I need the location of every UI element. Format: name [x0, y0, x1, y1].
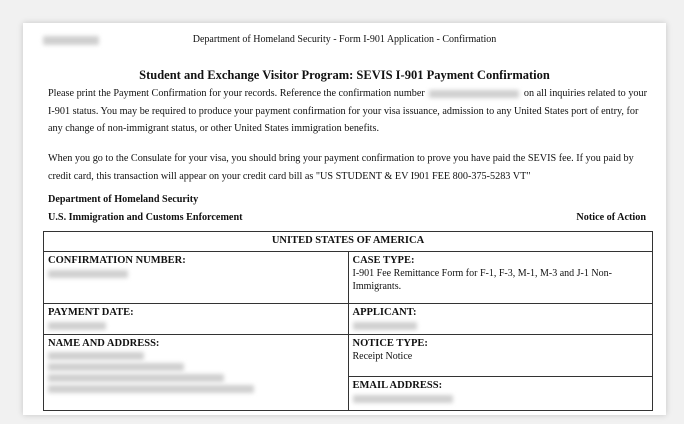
- redacted-payment-date: [48, 322, 106, 330]
- confirmation-document: [23, 23, 666, 415]
- redacted-email: [353, 395, 453, 403]
- confirmation-number-label: CONFIRMATION NUMBER:: [48, 255, 186, 266]
- document-title: Student and Exchange Visitor Program: SEVIS I-901 Payment Confirmation: [139, 68, 550, 82]
- redacted-name: [48, 352, 144, 360]
- redacted-applicant: [353, 322, 417, 330]
- case-type-value: I-901 Fee Remittance Form for F-1, F-3, M-1, M-3 and J-1 Non-Immigrants.: [352, 268, 612, 292]
- redacted-confirmation-number: [429, 90, 519, 98]
- notice-form-table: [43, 231, 653, 411]
- name-address-label: NAME AND ADDRESS:: [48, 338, 160, 349]
- notice-of-action-label: Notice of Action: [576, 212, 646, 223]
- instructions-text-start: Please print the Payment Confirmation for your records. Reference the confirmation number: [48, 88, 425, 99]
- notice-type-label: NOTICE TYPE:: [352, 338, 428, 349]
- redacted-confirmation-value: [48, 270, 128, 278]
- form-table-header: UNITED STATES OF AMERICA: [44, 232, 653, 252]
- redacted-address-line-2: [48, 374, 224, 382]
- email-cell: [348, 377, 653, 411]
- notice-type-cell: [348, 335, 653, 377]
- case-type-label: CASE TYPE:: [352, 255, 415, 266]
- confirmation-number-cell: [44, 252, 349, 304]
- redacted-address-line-3: [48, 385, 254, 393]
- case-type-cell: [348, 252, 653, 304]
- redacted-address-line-1: [48, 363, 184, 371]
- applicant-cell: [348, 304, 653, 335]
- name-address-cell: [44, 335, 349, 411]
- header-title: Department of Homeland Security - Form I-901 Application - Confirmation: [192, 34, 497, 45]
- notice-type-value: Receipt Notice: [352, 351, 413, 362]
- payment-date-cell: [44, 304, 349, 335]
- applicant-label: APPLICANT:: [352, 307, 417, 318]
- department-heading: Department of Homeland Security: [48, 194, 199, 205]
- consulate-paragraph: When you go to the Consulate for your visa, you should bring your payment confirmation to prove you have paid the SEVIS fee. If you paid by credit card, this transaction will appear on your credit card bill as "US STUDENT & EV I901 FEE 800-375-5283 VT": [48, 153, 634, 182]
- email-label: EMAIL ADDRESS:: [352, 380, 443, 391]
- agency-heading: U.S. Immigration and Customs Enforcement: [48, 212, 243, 223]
- agency-row: [48, 212, 646, 223]
- instructions-text-end: on all inquiries related to your I-901 status. You may be required to produce your payment confirmation for your visa issuance, admission to any United States port of entry, for any change of non-immigrant status, or other United States immigration benefits.: [48, 88, 647, 134]
- document-header: [43, 34, 646, 48]
- instructions-paragraph: [48, 85, 652, 138]
- payment-date-label: PAYMENT DATE:: [48, 307, 134, 318]
